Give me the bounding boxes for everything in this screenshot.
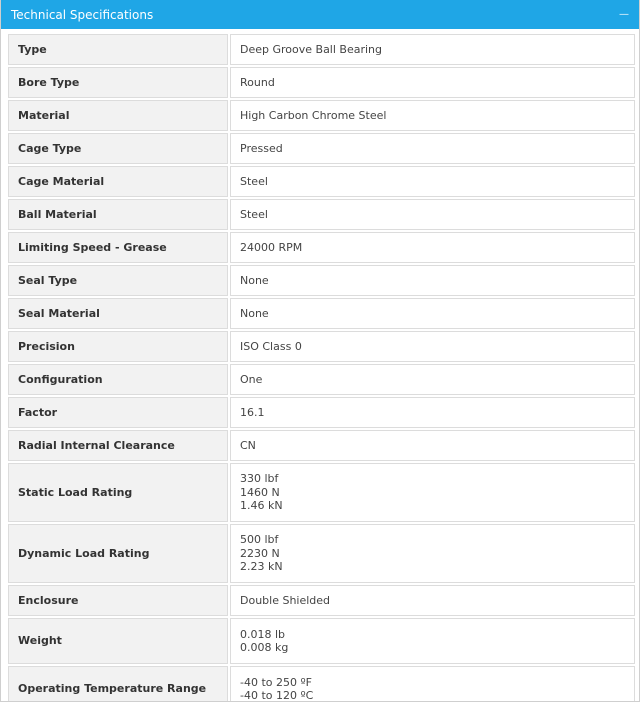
spec-value: [230, 331, 635, 362]
spec-label: Seal Material: [8, 298, 228, 329]
spec-row: [8, 618, 635, 664]
spec-row: [8, 585, 635, 616]
spec-row: [8, 199, 635, 230]
spec-value-line: 1460 N: [240, 485, 280, 499]
spec-label: Cage Type: [8, 133, 228, 164]
spec-label: Configuration: [8, 364, 228, 395]
spec-label: Factor: [8, 397, 228, 428]
spec-label: Seal Type: [8, 265, 228, 296]
spec-value-line: Deep Groove Ball Bearing: [240, 42, 383, 56]
spec-label: Dynamic Load Rating: [8, 524, 228, 583]
spec-value-line: 500 lbf: [240, 533, 279, 547]
spec-label: Weight: [8, 618, 228, 664]
spec-value-line: -40 to 120 ºC: [240, 689, 314, 702]
spec-label: Bore Type: [8, 67, 228, 98]
spec-value-line: CN: [240, 438, 256, 452]
spec-row: [8, 331, 635, 362]
spec-value-line: ISO Class 0: [240, 339, 302, 353]
spec-row: [8, 298, 635, 329]
spec-value-line: Pressed: [240, 141, 283, 155]
spec-label: Radial Internal Clearance: [8, 430, 228, 461]
spec-value: [230, 265, 635, 296]
spec-row: [8, 34, 635, 65]
spec-value-line: High Carbon Chrome Steel: [240, 108, 387, 122]
spec-value-line: 0.008 kg: [240, 641, 289, 654]
spec-label: Limiting Speed - Grease: [8, 232, 228, 263]
spec-label: Cage Material: [8, 166, 228, 197]
spec-value: [230, 524, 635, 583]
spec-label: Type: [8, 34, 228, 65]
spec-value: [230, 397, 635, 428]
spec-value-line: One: [240, 372, 263, 386]
spec-value-line: Steel: [240, 207, 268, 221]
spec-value-line: 16.1: [240, 405, 265, 419]
spec-value-line: -40 to 250 ºF: [240, 675, 313, 689]
spec-label: Ball Material: [8, 199, 228, 230]
spec-value-line: Double Shielded: [240, 593, 331, 607]
spec-value: [230, 618, 635, 664]
spec-value: [230, 364, 635, 395]
spec-row: [8, 364, 635, 395]
spec-value: [230, 585, 635, 616]
spec-label: Static Load Rating: [8, 463, 228, 522]
spec-value: [230, 232, 635, 263]
spec-value-line: 1.46 kN: [240, 499, 283, 513]
panel-header[interactable]: [1, 0, 639, 29]
spec-label: Material: [8, 100, 228, 131]
spec-value-line: 330 lbf: [240, 472, 279, 486]
spec-row: [8, 232, 635, 263]
spec-value-line: 2.23 kN: [240, 560, 283, 574]
spec-row: [8, 524, 635, 583]
spec-value-line: Steel: [240, 174, 268, 188]
spec-value-line: None: [240, 306, 269, 320]
spec-value: [230, 298, 635, 329]
spec-value: [230, 666, 635, 702]
spec-row: [8, 666, 635, 702]
spec-label: Precision: [8, 331, 228, 362]
spec-value-line: 2230 N: [240, 546, 280, 560]
panel-title: Technical Specifications: [11, 7, 154, 22]
spec-value-line: 0.018 lb: [240, 627, 286, 641]
spec-label: Operating Temperature Range: [8, 666, 228, 702]
spec-value: [230, 67, 635, 98]
collapse-icon[interactable]: —: [619, 8, 629, 20]
spec-value-line: Round: [240, 75, 275, 89]
spec-value: [230, 430, 635, 461]
spec-row: [8, 265, 635, 296]
spec-value: [230, 34, 635, 65]
spec-row: [8, 100, 635, 131]
specifications-table: [6, 32, 637, 702]
spec-row: [8, 463, 635, 522]
spec-value: [230, 166, 635, 197]
spec-value-line: 24000 RPM: [240, 240, 303, 254]
spec-row: [8, 397, 635, 428]
spec-row: [8, 67, 635, 98]
spec-value: [230, 100, 635, 131]
spec-value: [230, 463, 635, 522]
spec-value: [230, 199, 635, 230]
spec-row: [8, 166, 635, 197]
spec-value: [230, 133, 635, 164]
spec-row: [8, 430, 635, 461]
spec-label: Enclosure: [8, 585, 228, 616]
spec-value-line: None: [240, 273, 269, 287]
spec-row: [8, 133, 635, 164]
